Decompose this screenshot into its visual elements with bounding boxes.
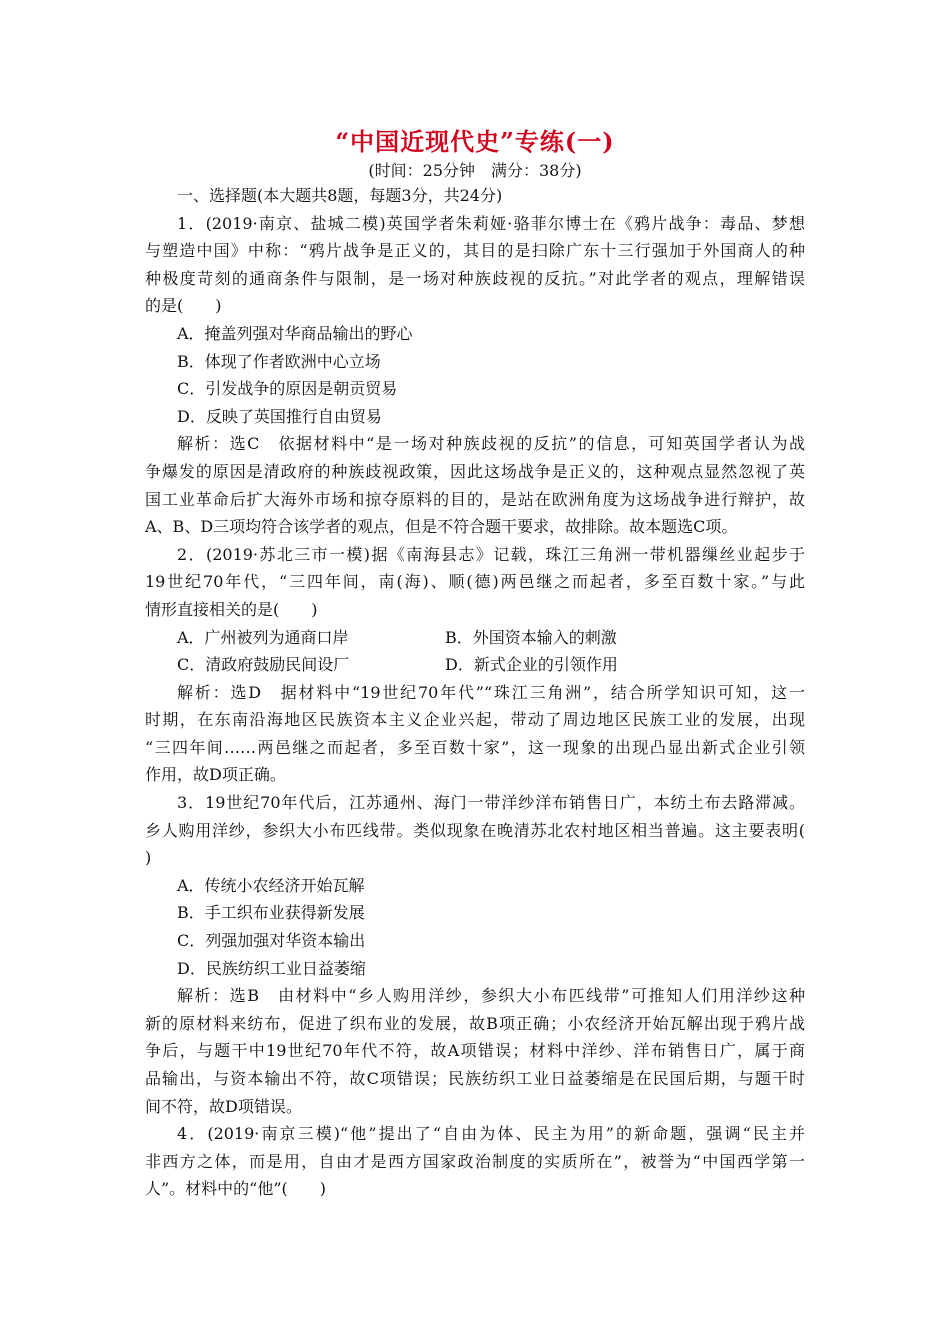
option-a: A．广州被列为通商口岸 — [177, 627, 349, 647]
option-d: D．新式企业的引领作用 — [445, 655, 618, 675]
question-text-line: 与塑造中国》中称：“鸦片战争是正义的，其目的是扫除广东十三行强加于外国商人的种 — [145, 241, 805, 261]
analysis-line: 解析：选C 依据材料中“是一场对种族歧视的反抗”的信息，可知英国学者认为战 — [177, 434, 805, 454]
question-3 — [145, 789, 805, 1120]
option-row — [145, 651, 805, 679]
option-d: D．反映了英国推行自由贸易 — [177, 406, 382, 426]
analysis-line: 解析：选D 据材料中“19世纪70年代”“珠江三角洲”，结合所学知识可知，这一 — [177, 682, 805, 702]
question-text-line: ) — [145, 848, 152, 868]
question-text-line: 的是( ) — [145, 296, 222, 316]
option-c: C．列强加强对华资本输出 — [177, 931, 366, 951]
analysis-line: 解析：选B 由材料中“乡人购用洋纱，参织大小布匹线带”可推知人们用洋纱这种 — [177, 986, 805, 1006]
page-title: “中国近现代史”专练(一) — [335, 127, 615, 156]
option-b: B．体现了作者欧洲中心立场 — [177, 351, 381, 371]
option-b: B．外国资本输入的刺激 — [445, 627, 617, 647]
question-text-line: 2．(2019·苏北三市一模)据《南海县志》记载，珠江三角洲一带机器缫丝业起步于 — [177, 544, 805, 564]
question-text-line: 乡人购用洋纱，参织大小布匹线带。类似现象在晚清苏北农村地区相当普遍。这主要表明( — [145, 820, 805, 840]
analysis-line: 间不符，故D项错误。 — [145, 1096, 302, 1116]
analysis-line: 品输出，与资本输出不符，故C项错误；民族纺织工业日益萎缩是在民国后期，与题干时 — [145, 1069, 805, 1088]
question-2 — [145, 541, 805, 789]
analysis-line: 新的原材料来纺布，促进了织布业的发展，故B项正确；小农经济开始瓦解出现于鸦片战 — [145, 1013, 805, 1033]
option-a: A．传统小农经济开始瓦解 — [177, 875, 365, 895]
option-a: A．掩盖列强对华商品输出的野心 — [177, 323, 413, 343]
question-text-line: 人”。材料中的“他”( ) — [145, 1179, 327, 1199]
question-1 — [145, 210, 805, 541]
option-b: B．手工织布业获得新发展 — [177, 903, 365, 923]
analysis-line: 争后，与题干中19世纪70年代不符，故A项错误；材料中洋纱、洋布销售日广，属于商 — [145, 1041, 805, 1061]
question-text-line: 4．(2019·南京三模)“他”提出了“自由为体、民主为用”的新命题，强调“民主并 — [177, 1124, 805, 1144]
analysis-line: “三四年间……两邑继之而起者，多至百数十家”，这一现象的出现凸显出新式企业引领 — [145, 737, 805, 757]
option-d: D．民族纺织工业日益萎缩 — [177, 958, 366, 978]
question-text-line: 3．19世纪70年代后，江苏通州、海门一带洋纱洋布销售日广，本纺土布去路滞减。 — [177, 793, 805, 813]
analysis-line: 争爆发的原因是清政府的种族歧视政策，因此这场战争是正义的，这种观点显然忽视了英 — [145, 461, 805, 481]
section-heading: 一、选择题(本大题共8题，每题3分，共24分) — [177, 186, 503, 205]
question-text-line: 19世纪70年代，“三四年间，南(海)、顺(德)两邑继之而起者，多至百数十家。”与此 — [145, 572, 805, 592]
analysis-line: 国工业革命后扩大海外市场和掠夺原料的目的，是站在欧洲角度为这场战争进行辩护，故 — [145, 489, 805, 509]
question-text-line: 种极度苛刻的通商条件与限制，是一场对种族歧视的反抗。”对此学者的观点，理解错误 — [145, 268, 805, 288]
question-text-line: 情形直接相关的是( ) — [145, 599, 318, 619]
question-text-line: 非西方之体，而是用，自由才是西方国家政治制度的实质所在”，被誉为“中国西学第一 — [145, 1151, 805, 1171]
question-4 — [145, 1120, 805, 1203]
option-c: C．清政府鼓励民间设厂 — [177, 655, 350, 675]
analysis-line: 时期，在东南沿海地区民族资本主义企业兴起，带动了周边地区民族工业的发展，出现 — [145, 710, 805, 730]
document-body — [145, 182, 805, 1203]
option-row — [145, 624, 805, 652]
page-subtitle: (时间：25分钟 满分：38分) — [368, 161, 582, 180]
question-text-line: 1．(2019·南京、盐城二模)英国学者朱莉娅·骆菲尔博士在《鸦片战争：毒品、梦想 — [177, 213, 805, 233]
analysis-line: 作用，故D项正确。 — [145, 765, 286, 785]
analysis-line: A、B、D三项均符合该学者的观点，但是不符合题干要求，故排除。故本题选C项。 — [145, 517, 738, 537]
option-c: C．引发战争的原因是朝贡贸易 — [177, 379, 398, 399]
